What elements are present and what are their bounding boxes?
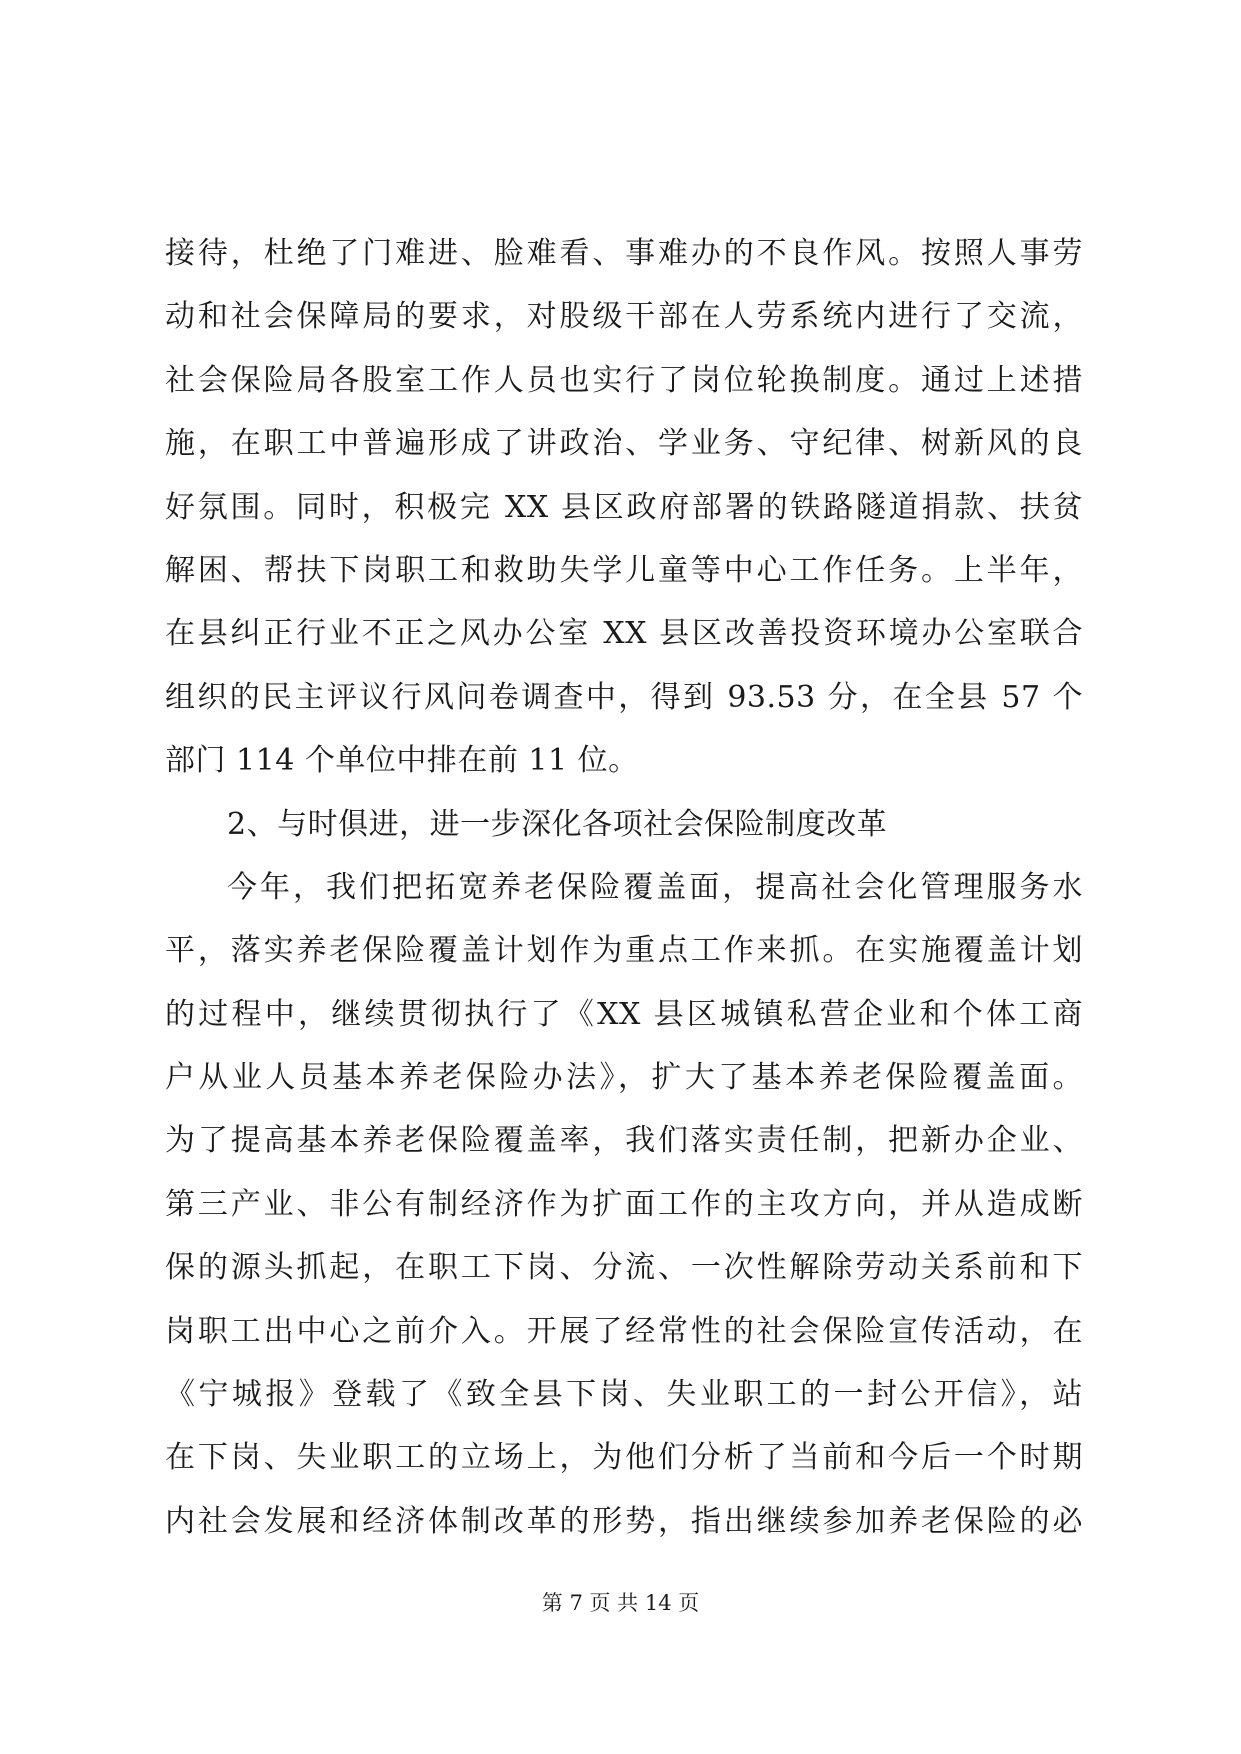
- text-line: 在县纠正行业不正之风办公室 XX 县区改善投资环境办公室联合: [165, 616, 1083, 652]
- text-line: 2、与时俱进，进一步深化各项社会保险制度改革: [227, 806, 888, 842]
- page-footer: 第 7 页 共 14 页: [541, 1591, 700, 1615]
- text-line: 内社会发展和经济体制改革的形势，指出继续参加养老保险的必: [165, 1503, 1083, 1539]
- text-line: 解困、帮扶下岗职工和救助失学儿童等中心工作任务。上半年，: [165, 552, 1083, 588]
- text-line: 动和社会保障局的要求，对股级干部在人劳系统内进行了交流，: [165, 299, 1083, 335]
- text-line: 接待，杜绝了门难进、脸难看、事难办的不良作风。按照人事劳: [165, 236, 1083, 271]
- text-line: 今年，我们把拓宽养老保险覆盖面，提高社会化管理服务水: [227, 869, 1083, 905]
- text-line: 平，落实养老保险覆盖计划作为重点工作来抓。在实施覆盖计划: [165, 933, 1083, 969]
- text-line: 《宁城报》登载了《致全县下岗、失业职工的一封公开信》，站: [165, 1377, 1083, 1413]
- text-line: 的过程中，继续贯彻执行了《XX 县区城镇私营企业和个体工商: [165, 996, 1083, 1032]
- body-text: [165, 222, 1083, 1553]
- text-line: 组织的民主评议行风问卷调查中，得到 93.53 分，在全县 57 个: [165, 679, 1083, 715]
- text-line: 好氛围。同时，积极完 XX 县区政府部署的铁路隧道捐款、扶贫: [165, 489, 1083, 525]
- text-line: 为了提高基本养老保险覆盖率，我们落实责任制，把新办企业、: [165, 1123, 1083, 1159]
- text-line: 施，在职工中普遍形成了讲政治、学业务、守纪律、树新风的良: [165, 426, 1083, 462]
- text-line: 社会保险局各股室工作人员也实行了岗位轮换制度。通过上述措: [165, 362, 1083, 398]
- text-line: 岗职工出中心之前介入。开展了经常性的社会保险宣传活动，在: [165, 1313, 1083, 1349]
- text-line: 在下岗、失业职工的立场上，为他们分析了当前和今后一个时期: [165, 1440, 1083, 1476]
- text-line: 户从业人员基本养老保险办法》，扩大了基本养老保险覆盖面。: [165, 1060, 1083, 1096]
- text-line: 第三产业、非公有制经济作为扩面工作的主攻方向，并从造成断: [165, 1186, 1083, 1222]
- text-line: 部门 114 个单位中排在前 11 位。: [165, 743, 639, 779]
- text-line: 保的源头抓起，在职工下岗、分流、一次性解除劳动关系前和下: [165, 1250, 1083, 1286]
